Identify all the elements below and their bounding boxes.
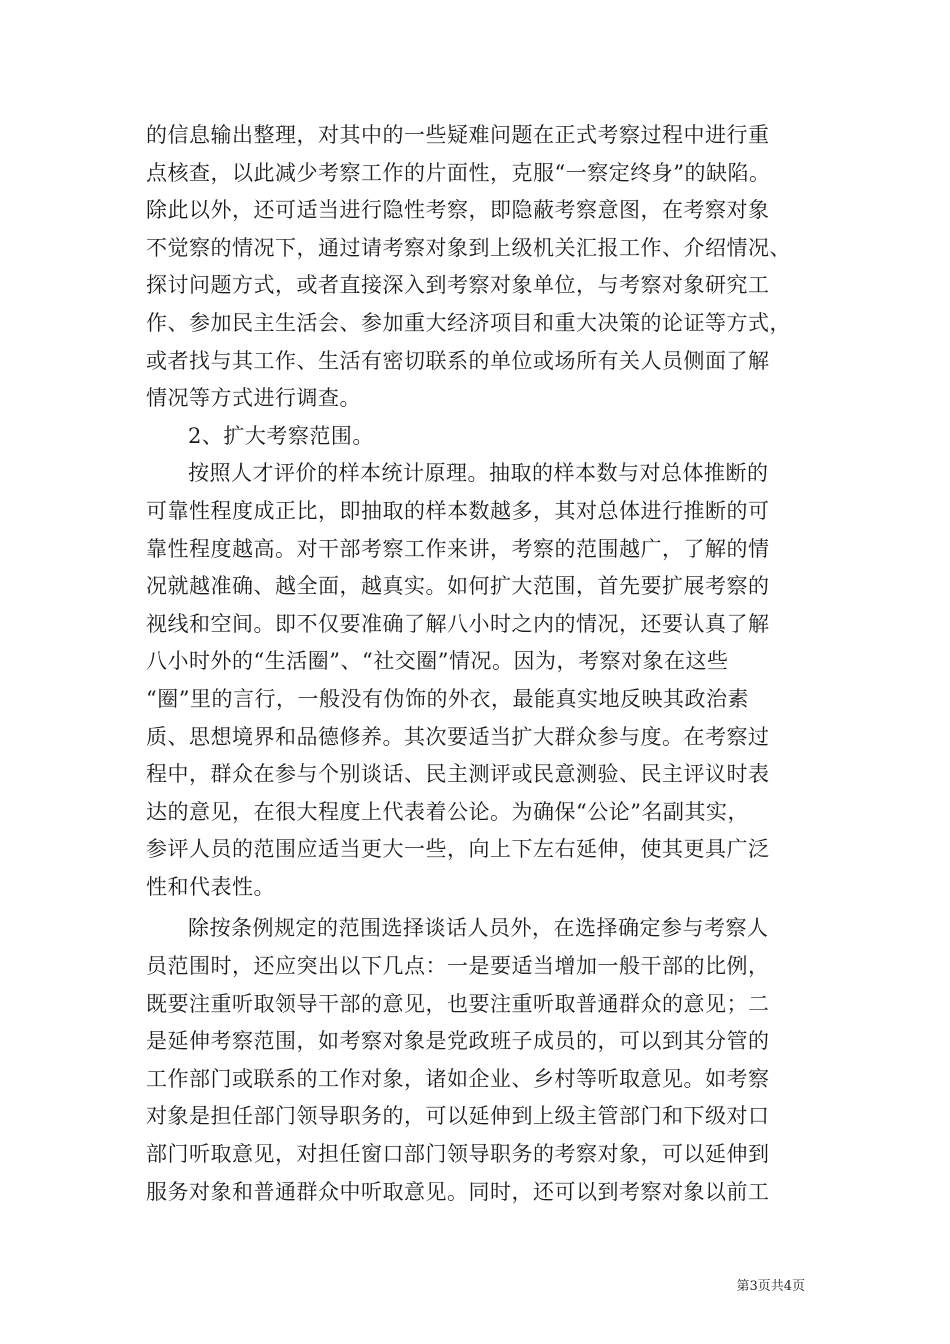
text-line: 情况等方式进行调查。 bbox=[146, 386, 361, 411]
text-line: 况就越准确、越全面，越真实。如何扩大范围，首先要扩展考察的 bbox=[146, 574, 770, 599]
paragraph-start: 按照人才评价的样本统计原理。抽取的样本数与对总体推断的 bbox=[188, 461, 769, 486]
text-line: 是延伸考察范围，如考察对象是党政班子成员的，可以到其分管的 bbox=[146, 1029, 770, 1054]
text-line: 达的意见，在很大程度上代表着公论。为确保“公论”名副其实， bbox=[146, 799, 749, 824]
page-number: 第3页共4页 bbox=[736, 1279, 805, 1294]
text-line: 的信息输出整理，对其中的一些疑难问题在正式考察过程中进行重 bbox=[146, 123, 770, 147]
text-line: 点核查，以此减少考察工作的片面性，克服“一察定终身”的缺陷。 bbox=[146, 160, 771, 185]
text-line: 八小时外的“生活圈”、“社交圈”情况。因为，考察对象在这些 bbox=[146, 649, 729, 674]
text-line: 靠性程度越高。对干部考察工作来讲，考察的范围越广，了解的情 bbox=[146, 536, 770, 561]
text-line: 探讨问题方式，或者直接深入到考察对象单位，与考察对象研究工 bbox=[146, 273, 770, 298]
text-line: “圈”里的言行，一般没有伪饰的外衣，最能真实地反映其政治素 bbox=[146, 686, 749, 711]
text-line: 质、思想境界和品德修养。其次要适当扩大群众参与度。在考察过 bbox=[146, 724, 770, 749]
text-line: 服务对象和普通群众中听取意见。同时，还可以到考察对象以前工 bbox=[146, 1179, 770, 1204]
text-line: 不觉察的情况下，通过请考察对象到上级机关汇报工作、介绍情况、 bbox=[146, 235, 791, 260]
text-line: 程中，群众在参与个别谈话、民主测评或民意测验、民主评议时表 bbox=[146, 762, 770, 787]
text-line: 部门听取意见，对担任窗口部门领导职务的考察对象，可以延伸到 bbox=[146, 1142, 770, 1167]
text-line: 参评人员的范围应适当更大一些，向上下左右延伸，使其更具广泛 bbox=[146, 837, 770, 862]
text-line: 视线和空间。即不仅要准确了解八小时之内的情况，还要认真了解 bbox=[146, 611, 770, 636]
section-heading: 2、扩大考察范围。 bbox=[188, 423, 374, 448]
paragraph-start: 除按条例规定的范围选择谈话人员外，在选择确定参与考察人 bbox=[188, 916, 769, 941]
text-line: 性和代表性。 bbox=[146, 874, 275, 899]
text-line: 可靠性程度成正比，即抽取的样本数越多，其对总体进行推断的可 bbox=[146, 498, 770, 523]
text-line: 除此以外，还可适当进行隐性考察，即隐蔽考察意图，在考察对象 bbox=[146, 198, 770, 223]
text-line: 工作部门或联系的工作对象，诸如企业、乡村等听取意见。如考察 bbox=[146, 1066, 770, 1091]
text-line: 作、参加民主生活会、参加重大经济项目和重大决策的论证等方式， bbox=[146, 310, 791, 335]
text-line: 对象是担任部门领导职务的，可以延伸到上级主管部门和下级对口 bbox=[146, 1104, 770, 1129]
text-line: 既要注重听取领导干部的意见，也要注重听取普通群众的意见；二 bbox=[146, 991, 770, 1016]
text-line: 员范围时，还应突出以下几点：一是要适当增加一般干部的比例， bbox=[146, 954, 770, 979]
text-line: 或者找与其工作、生活有密切联系的单位或场所有关人员侧面了解 bbox=[146, 348, 770, 373]
document-body bbox=[146, 117, 816, 1211]
